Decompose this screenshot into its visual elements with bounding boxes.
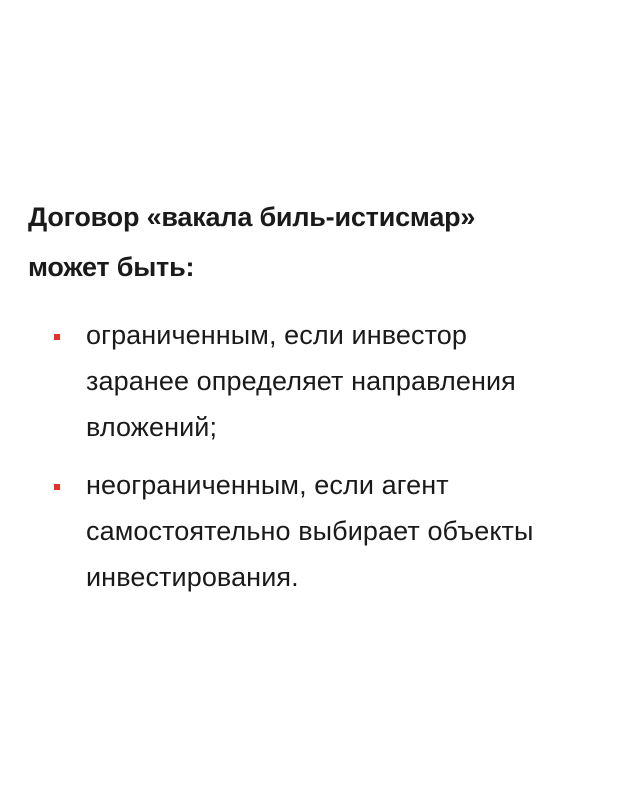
square-bullet-icon [54,484,60,490]
heading-line: Договор «вакала биль-истисмар» [28,202,476,232]
list-item-line: заранее определяет направления [86,366,516,396]
square-bullet-icon [54,334,60,340]
list-item-line: инвестирования. [86,562,299,592]
bullet-list [28,312,618,612]
slide-heading [28,192,608,292]
heading-line: может быть: [28,252,195,282]
list-item-line: ограниченным, если инвестор [86,320,467,350]
list-item [28,312,618,450]
list-item-line: вложений; [86,412,218,442]
list-item-line: неограниченным, если агент [86,470,449,500]
list-item-line: самостоятельно выбирает объекты [86,516,534,546]
list-item [28,462,618,600]
